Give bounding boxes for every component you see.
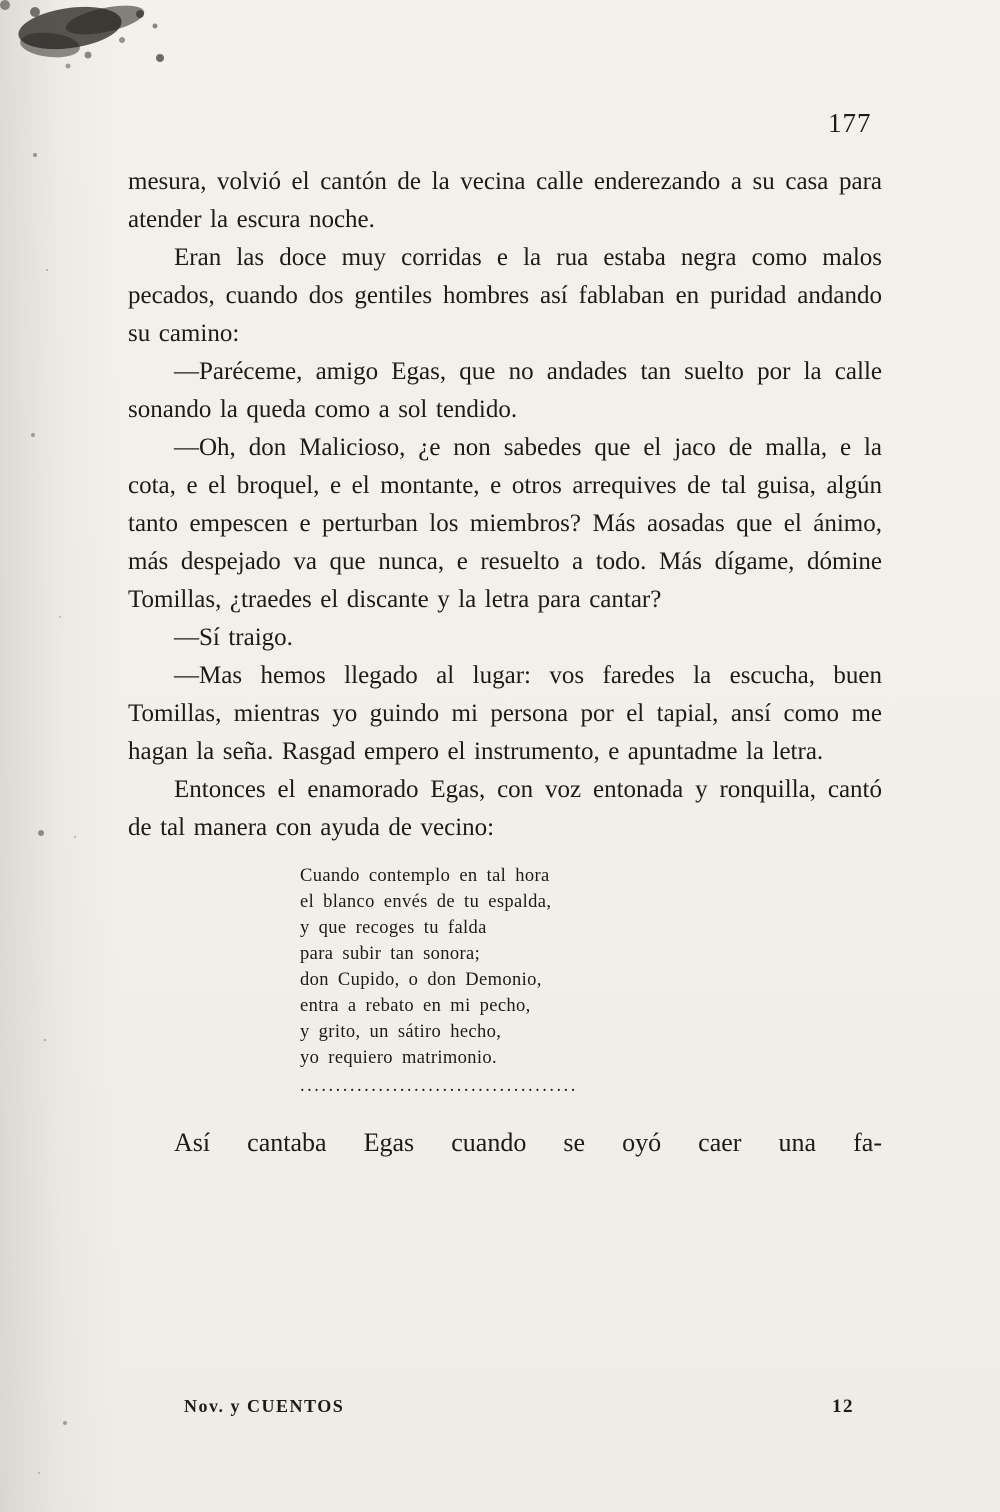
verse-line: y grito, un sátiro hecho, (300, 1022, 502, 1042)
paragraph: —Oh, don Malicioso, ¿e non sabedes que el jaco de malla, e la cota, e el broquel, e el montante, e otros arrequives de tal guisa, algún tanto empescen e perturban los miembros? Más aosadas que el ánimo, más despejado va que nunca, e resuelto a todo. Más dígame, dómine Tomillas, ¿traedes el discante y la letra para cantar? (128, 434, 882, 613)
verse-line: don Cupido, o don Demonio, (300, 970, 542, 990)
footer-running-title: Nov. y CUENTOS (184, 1396, 345, 1416)
verse-line: y que recoges tu falda (300, 918, 487, 938)
verse-block (300, 863, 882, 1099)
page-body (128, 163, 882, 1163)
verse-line: entra a rebato en mi pecho, (300, 996, 531, 1016)
paragraph: mesura, volvió el cantón de la vecina calle enderezando a su casa para atender la escura noche. (128, 168, 882, 233)
verse-line: el blanco envés de tu espalda, (300, 892, 552, 912)
verse-line: Cuando contemplo en tal hora (300, 866, 550, 886)
margin-specks (0, 0, 10, 10)
verse-line: yo requiero matrimonio. (300, 1048, 497, 1068)
closing-paragraph: Así cantaba Egas cuando se oyó caer una fa- (174, 1128, 882, 1157)
paragraph: Entonces el enamorado Egas, con voz entonada y ronquilla, cantó de tal manera con ayuda de vecino: (128, 776, 882, 841)
paragraph: Eran las doce muy corridas e la rua estaba negra como malos pecados, cuando dos gentiles hombres así fablaban en puridad andando su camino: (128, 244, 882, 347)
paragraph: —Mas hemos llegado al lugar: vos faredes la escucha, buen Tomillas, mientras yo guindo mi persona por el tapial, ansí como me hagan la seña. Rasgad empero el instrumento, e apuntadme la letra. (128, 662, 882, 765)
verse-line: para subir tan sonora; (300, 944, 481, 964)
page-footer (128, 1396, 882, 1418)
page-number: 177 (828, 108, 872, 138)
footer-signature-number: 12 (832, 1396, 854, 1417)
paragraph: —Paréceme, amigo Egas, que no andades tan suelto por la calle sonando la queda como a sol tendido. (128, 358, 882, 423)
paragraph: —Sí traigo. (174, 624, 293, 651)
ink-smudge (10, 0, 240, 90)
dotted-line: ....................................... (300, 1076, 578, 1096)
